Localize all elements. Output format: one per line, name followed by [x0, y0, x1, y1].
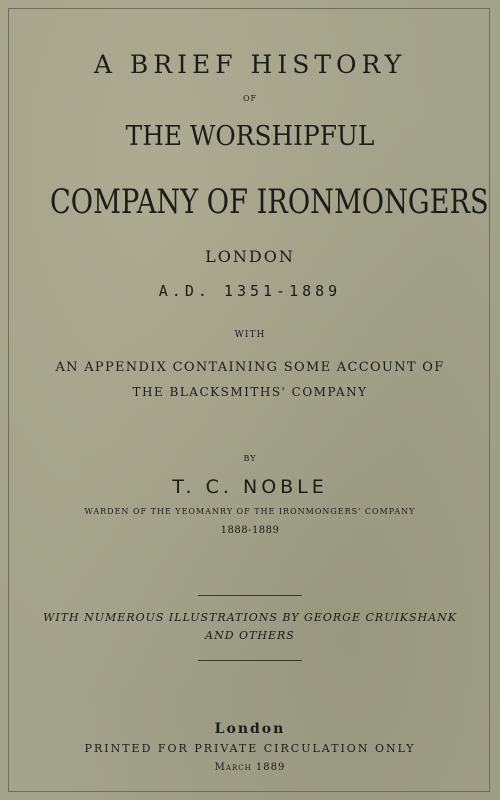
imprint-line: PRINTED FOR PRIVATE CIRCULATION ONLY: [84, 742, 416, 755]
title-line-2: THE WORSHIPFUL: [125, 121, 375, 152]
place-london: LONDON: [205, 247, 295, 266]
illustrations-line-1: WITH NUMEROUS ILLUSTRATIONS BY GEORGE CRUIKSHANK: [43, 611, 457, 624]
by-text: BY: [243, 454, 257, 463]
appendix-line-1: AN APPENDIX CONTAINING SOME ACCOUNT OF: [55, 360, 445, 375]
of-text: OF: [242, 94, 258, 103]
author-title: WARDEN OF THE YEOMANRY OF THE IRONMONGERS' COMPANY: [84, 507, 416, 516]
author-years: 1888-1889: [220, 525, 280, 536]
divider-rule-bottom: [198, 660, 302, 661]
illustrations-line-2: AND OTHERS: [205, 629, 295, 642]
divider-rule-top: [198, 595, 302, 596]
imprint-place: London: [214, 721, 286, 737]
with-text: WITH: [234, 330, 266, 340]
imprint-date: March 1889: [214, 762, 286, 773]
appendix-line-2: THE BLACKSMITHS' COMPANY: [132, 385, 368, 399]
date-range: A.D. 1351-1889: [158, 282, 342, 300]
title-line-3: COMPANY OF IRONMONGERS: [50, 182, 489, 222]
title-line-1: A BRIEF HISTORY: [93, 50, 407, 79]
author-name: T. C. NOBLE: [172, 476, 328, 498]
